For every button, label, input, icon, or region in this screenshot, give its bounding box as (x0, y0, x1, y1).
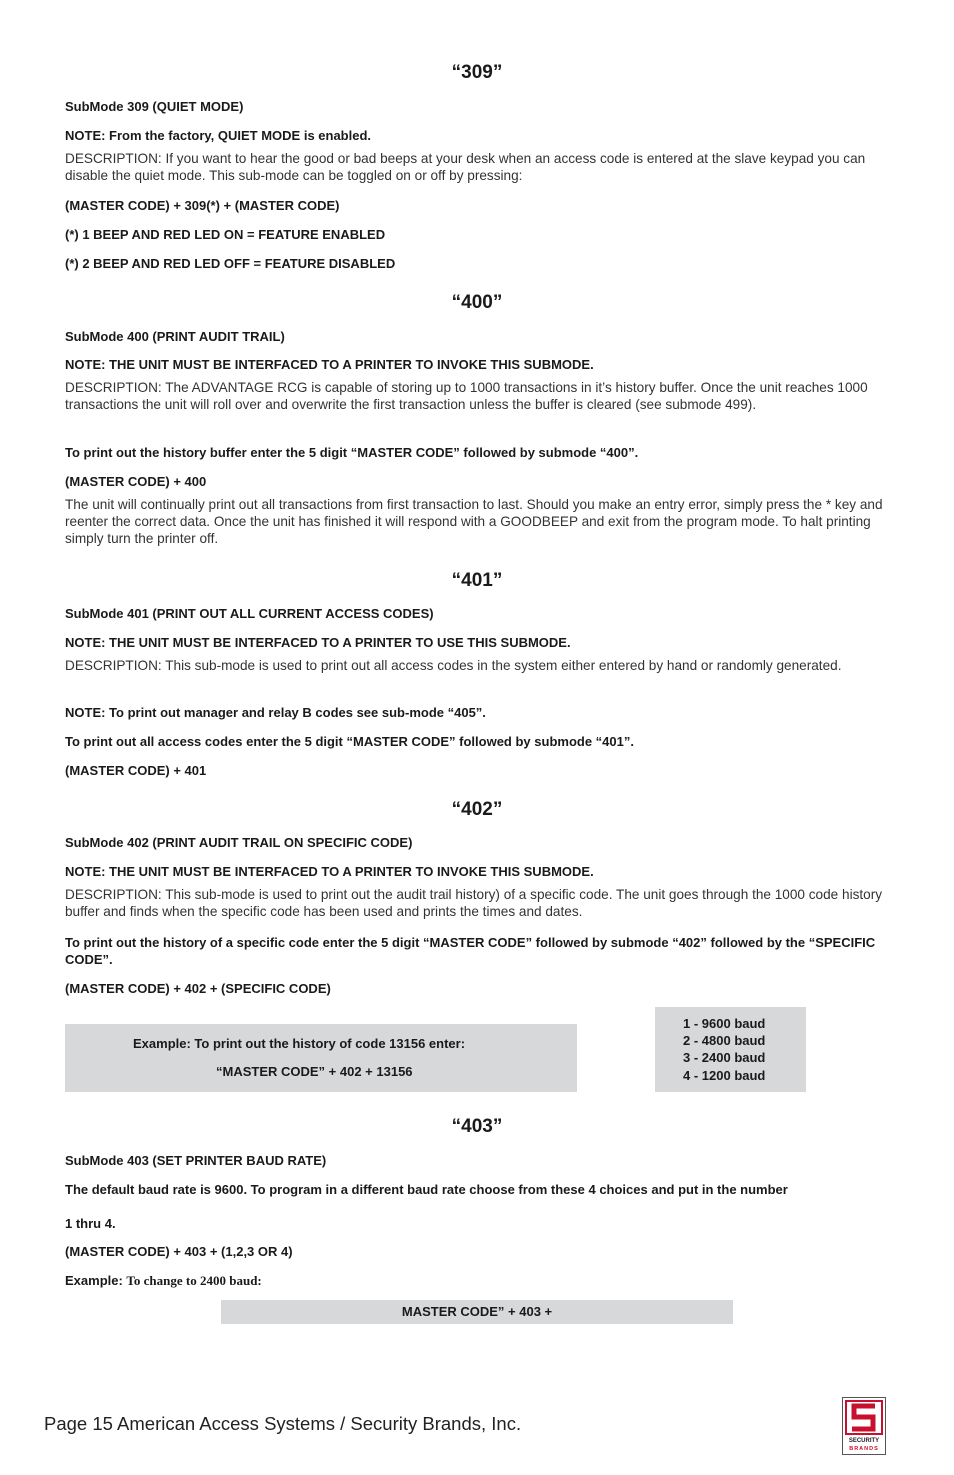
example-403-text: To change to 2400 baud: (126, 1273, 262, 1288)
baud-option-2: 2 - 4800 baud (683, 1033, 766, 1048)
submode-309-description: DESCRIPTION: If you want to hear the good or bad beeps at your desk when an access code is entered at the slave keypad you can disable the quiet mode. This sub-mode can be toggled on or off by pressing: (65, 151, 866, 183)
baud-option-1: 1 - 9600 baud (683, 1016, 766, 1031)
security-brands-logo (842, 1397, 886, 1455)
submode-400-title: SubMode 400 (PRINT AUDIT TRAIL) (65, 329, 285, 344)
submode-403-instruction: The default baud rate is 9600. To program in a different baud rate choose from these 4 choices and put in the number (65, 1182, 788, 1197)
submode-401-note2: NOTE: To print out manager and relay B codes see sub-mode “405”. (65, 705, 486, 720)
submode-402-description: DESCRIPTION: This sub-mode is used to print out the audit trail history) of a specific code. The unit goes through the 1000 code history buffer and finds when the specific code has been used and prints the times and dates. (65, 887, 883, 919)
submode-309-command: (MASTER CODE) + 309(*) + (MASTER CODE) (65, 198, 340, 213)
submode-309-note: NOTE: From the factory, QUIET MODE is enabled. (65, 128, 372, 143)
heading-401: “401” (451, 570, 503, 591)
submode-401-description: DESCRIPTION: This sub-mode is used to print out all access codes in the system either entered by hand or randomly generated. (65, 658, 842, 673)
submode-400-instruction: To print out the history buffer enter the 5 digit “MASTER CODE” followed by submode “400”. (65, 445, 639, 460)
heading-402: “402” (451, 799, 503, 820)
baud-option-3: 3 - 2400 baud (683, 1050, 766, 1065)
submode-400-note: NOTE: THE UNIT MUST BE INTERFACED TO A PRINTER TO INVOKE THIS SUBMODE. (65, 357, 594, 372)
submode-401-note: NOTE: THE UNIT MUST BE INTERFACED TO A PRINTER TO USE THIS SUBMODE. (65, 635, 571, 650)
submode-400-command: (MASTER CODE) + 400 (65, 474, 207, 489)
submode-402-note: NOTE: THE UNIT MUST BE INTERFACED TO A PRINTER TO INVOKE THIS SUBMODE. (65, 864, 594, 879)
submode-402-title: SubMode 402 (PRINT AUDIT TRAIL ON SPECIFIC CODE) (65, 835, 413, 850)
svg-text:BRANDS: BRANDS (849, 1446, 879, 1452)
submode-400-detail: The unit will continually print out all transactions from first transaction to last. Should you make an entry error, simply press the * key and reenter the correct data. Once the unit has finished it will respond with a GOODBEEP and exit from the program mode. To halt printing simply turn the printer off. (65, 497, 883, 546)
submode-309-title: SubMode 309 (QUIET MODE) (65, 99, 244, 114)
page-footer: Page 15 American Access Systems / Security Brands, Inc. (44, 1413, 522, 1434)
baud-option-4: 4 - 1200 baud (683, 1068, 766, 1083)
submode-402-instruction: To print out the history of a specific code enter the 5 digit “MASTER CODE” followed by submode “402” followed by the “SPECIFIC CODE”. (65, 935, 876, 967)
example-402-box (65, 1024, 577, 1092)
example-403-box-text: MASTER CODE” + 403 + (401, 1304, 553, 1319)
submode-401-title: SubMode 401 (PRINT OUT ALL CURRENT ACCESS CODES) (65, 606, 434, 621)
example-402-line1: Example: To print out the history of code 13156 enter: (133, 1036, 466, 1051)
submode-401-command: (MASTER CODE) + 401 (65, 763, 207, 778)
submode-402-command: (MASTER CODE) + 402 + (SPECIFIC CODE) (65, 981, 331, 996)
submode-401-instruction: To print out all access codes enter the 5 digit “MASTER CODE” followed by submode “401”. (65, 734, 634, 749)
submode-403-title: SubMode 403 (SET PRINTER BAUD RATE) (65, 1153, 327, 1168)
heading-403: “403” (451, 1116, 503, 1137)
submode-400-description: DESCRIPTION: The ADVANTAGE RCG is capable of storing up to 1000 transactions in it’s history buffer. Once the unit reaches 1000 transactions the unit will roll over and overwrite the first transaction unless the buffer is cleared (see submode 499). (65, 380, 868, 412)
example-402-line2: “MASTER CODE” + 402 + 13156 (216, 1064, 413, 1079)
submode-403-example (65, 1272, 895, 1289)
baud-options-box (655, 1007, 806, 1092)
submode-309-enabled: (*) 1 BEEP AND RED LED ON = FEATURE ENABLED (65, 227, 386, 242)
example-403-label: Example: (65, 1273, 127, 1288)
svg-text:SECURITY: SECURITY (848, 1438, 880, 1444)
submode-309-disabled: (*) 2 BEEP AND RED LED OFF = FEATURE DISABLED (65, 256, 396, 271)
submode-403-command: (MASTER CODE) + 403 + (1,2,3 OR 4) (65, 1244, 293, 1259)
example-403-box (221, 1300, 733, 1324)
heading-400: “400” (451, 292, 503, 313)
submode-403-range: 1 thru 4. (65, 1216, 116, 1231)
heading-309: “309” (451, 62, 503, 83)
